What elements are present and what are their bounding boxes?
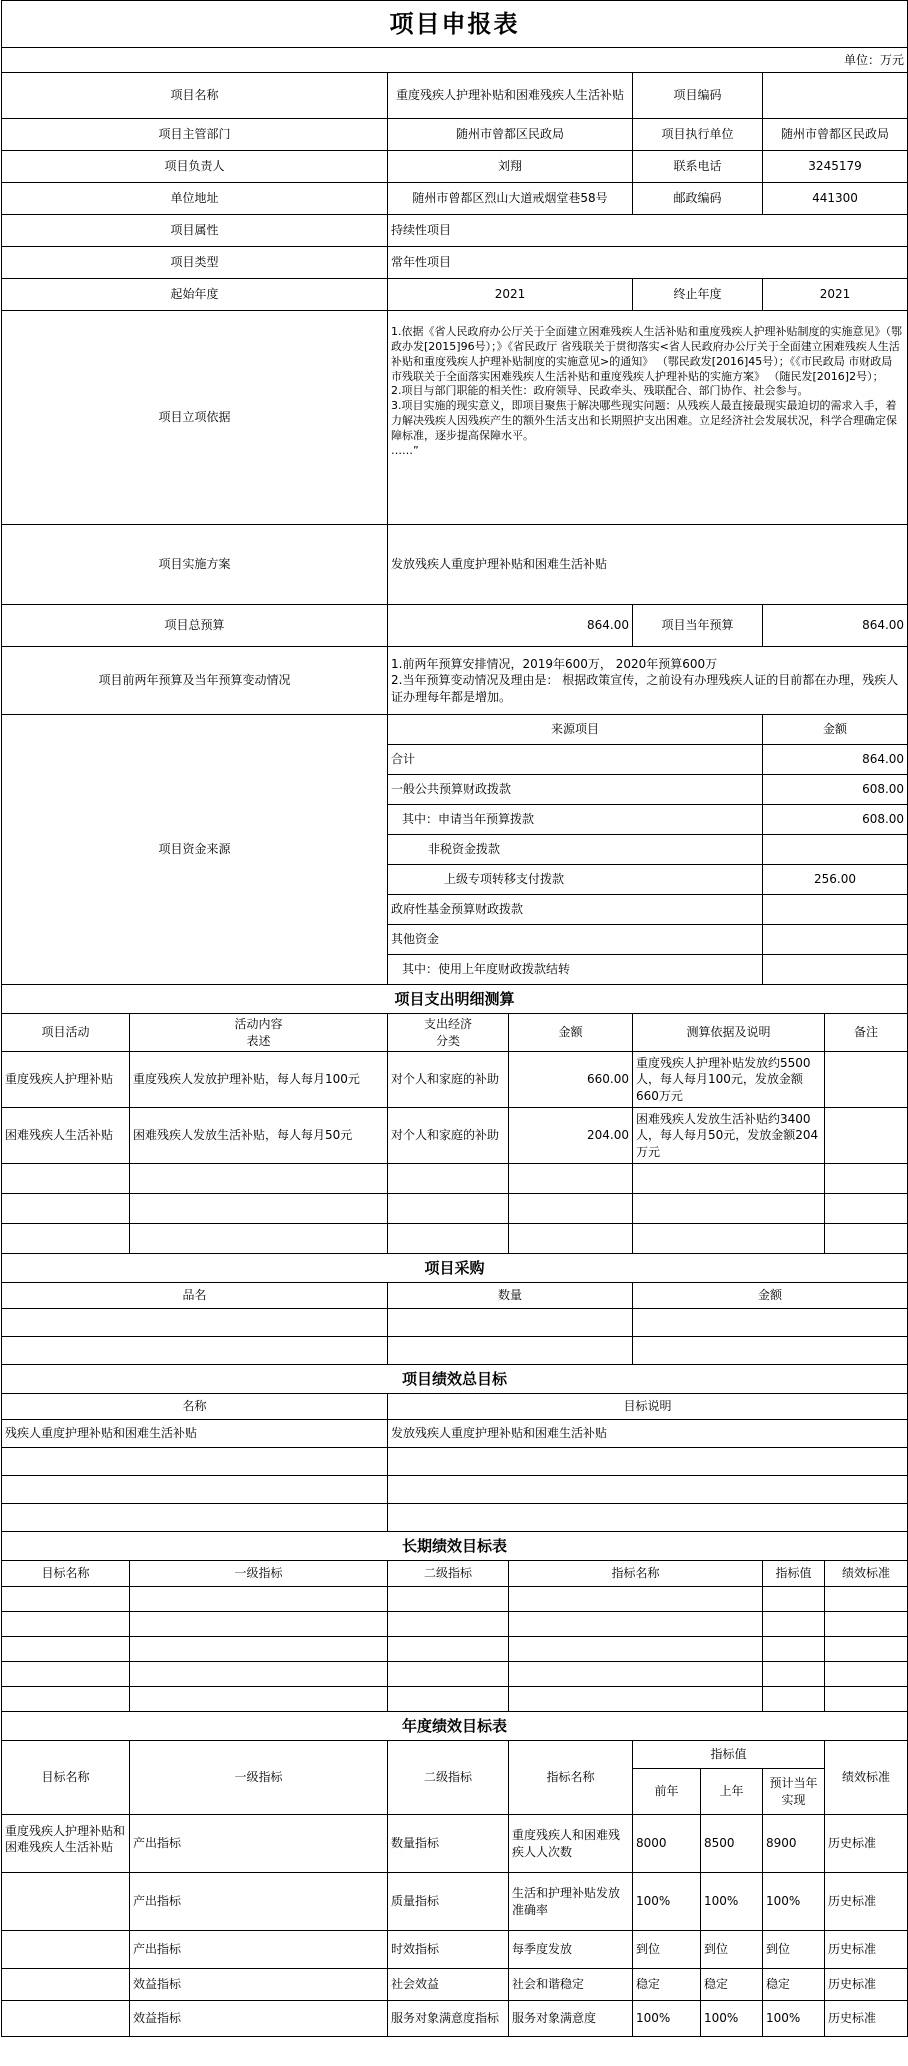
annual-cell: 历史标准	[825, 1931, 908, 1969]
leader-label: 项目负责人	[2, 151, 388, 183]
project-code-value	[763, 73, 908, 119]
table-row	[2, 1448, 908, 1476]
funds-label: 项目资金来源	[2, 715, 388, 985]
zip-label: 邮政编码	[633, 183, 763, 215]
project-name-value: 重度残疾人护理补贴和困难残疾人生活补贴	[388, 73, 633, 119]
longterm-header: 指标名称	[509, 1561, 763, 1587]
end-year-label: 终止年度	[633, 279, 763, 311]
funds-amount: 608.00	[763, 775, 908, 805]
annual-section-title: 年度绩效目标表	[2, 1712, 908, 1741]
annual-cell: 历史标准	[825, 1873, 908, 1931]
table-row	[2, 1612, 908, 1637]
annual-cell: 产出指标	[130, 1873, 388, 1931]
funds-source-row: 其他资金	[388, 925, 763, 955]
expense-cell: 重度残疾人护理补贴	[2, 1052, 130, 1108]
annual-target-name: 重度残疾人护理补贴和困难残疾人生活补贴	[2, 1815, 130, 1873]
form-table	[1, 0, 908, 1712]
current-budget-label: 项目当年预算	[633, 605, 763, 647]
expense-cell: 困难残疾人发放生活补贴，每人每月50元	[130, 1108, 388, 1164]
table-row	[2, 1337, 908, 1365]
phone-value: 3245179	[763, 151, 908, 183]
funds-source-header: 来源项目	[388, 715, 763, 745]
annual-cell: 生活和护理补贴发放准确率	[509, 1873, 633, 1931]
plan-text: 发放残疾人重度护理补贴和困难生活补贴	[388, 525, 908, 605]
annual-cell: 每季度发放	[509, 1931, 633, 1969]
annual-cell: 服务对象满意度	[509, 2001, 633, 2037]
expense-cell	[825, 1108, 908, 1164]
annual-cell: 产出指标	[130, 1815, 388, 1873]
funds-source-row: 其中：申请当年预算拨款	[388, 805, 763, 835]
annual-cell: 稳定	[701, 1969, 763, 2001]
funds-amount	[763, 835, 908, 865]
annual-cell: 历史标准	[825, 2001, 908, 2037]
expense-cell: 困难残疾人发放生活补贴约3400人，每人每月50元，发放金额204万元	[633, 1108, 825, 1164]
table-row	[2, 1224, 908, 1254]
table-row	[2, 2001, 908, 2037]
funds-amount: 864.00	[763, 745, 908, 775]
table-row	[2, 1587, 908, 1612]
total-budget-value: 864.00	[388, 605, 633, 647]
funds-source-row: 上级专项转移支付拨款	[388, 865, 763, 895]
expense-cell: 对个人和家庭的补助	[388, 1108, 509, 1164]
annual-cell: 服务对象满意度指标	[388, 2001, 509, 2037]
table-row	[2, 1637, 908, 1662]
project-application-form	[1, 0, 907, 2037]
table-row	[2, 1969, 908, 2001]
zip-value: 441300	[763, 183, 908, 215]
attr-value: 持续性项目	[388, 215, 908, 247]
annual-performance-table	[1, 1711, 908, 2037]
phone-label: 联系电话	[633, 151, 763, 183]
table-row	[2, 1504, 908, 1532]
overall-goal-header: 目标说明	[388, 1394, 908, 1420]
annual-cell: 稳定	[763, 1969, 825, 2001]
annual-cell: 8900	[763, 1815, 825, 1873]
table-row	[2, 1309, 908, 1337]
longterm-section-title: 长期绩效目标表	[2, 1532, 908, 1561]
overall-goal-header: 名称	[2, 1394, 388, 1420]
table-row	[2, 1873, 908, 1931]
longterm-header: 指标值	[763, 1561, 825, 1587]
unit-label: 单位：万元	[2, 48, 908, 73]
funds-source-row: 合计	[388, 745, 763, 775]
annual-cell: 100%	[763, 1873, 825, 1931]
funds-source-row: 一般公共预算财政拨款	[388, 775, 763, 805]
expense-header: 活动内容 表述	[130, 1014, 388, 1052]
expense-header: 金额	[509, 1014, 633, 1052]
basis-text: 1.依据《省人民政府办公厅关于全面建立困难残疾人生活补贴和重度残疾人护理补贴制度的实施意见》（鄂政办发[2015]96号）；》《省民政厅 省残联关于贯彻落实<省人民政府办公厅关于全面建立困难残疾人生活 补贴和重度残疾人护理补贴制度的实施意见>的通知》 （鄂民政发[2016]45号）；《《市民政局 市财政局 市残联关于全面落实困难残疾人生活补贴和重度残疾人护理补贴的实施方案》 （随民发[2016]2号）； 2.项目与部门职能的相关性：政府领导、民政牵头、残联配合、部门协作、社会参与。 3.项目实施的现实意义，即项目聚焦于解决哪些现实问题：从残疾人最直接最现实最迫切的需求入手，着力解决残疾人因残疾产生的额外生活支出和长期照护支出困难。立足经济社会发展状况，科学合理确定保障标准，逐步提高保障水平。 ……”	[388, 311, 908, 525]
table-row	[2, 1420, 908, 1448]
annual-header-l1: 一级指标	[130, 1741, 388, 1815]
annual-cell: 到位	[701, 1931, 763, 1969]
annual-header-std: 绩效标准	[825, 1741, 908, 1815]
expense-header: 项目活动	[2, 1014, 130, 1052]
expense-header: 备注	[825, 1014, 908, 1052]
annual-cell: 社会效益	[388, 1969, 509, 2001]
funds-source-row: 非税资金拨款	[388, 835, 763, 865]
exec-unit-label: 项目执行单位	[633, 119, 763, 151]
funds-amount	[763, 925, 908, 955]
expense-cell: 重度残疾人发放护理补贴，每人每月100元	[130, 1052, 388, 1108]
annual-cell: 产出指标	[130, 1931, 388, 1969]
annual-header-name: 指标名称	[509, 1741, 633, 1815]
annual-cell: 社会和谐稳定	[509, 1969, 633, 2001]
longterm-header: 一级指标	[130, 1561, 388, 1587]
project-code-label: 项目编码	[633, 73, 763, 119]
annual-cell: 100%	[633, 1873, 701, 1931]
annual-cell: 重度残疾人和困难残疾人人次数	[509, 1815, 633, 1873]
project-name-label: 项目名称	[2, 73, 388, 119]
start-year-label: 起始年度	[2, 279, 388, 311]
table-row	[2, 1662, 908, 1687]
table-row	[2, 1164, 908, 1194]
annual-header-prev1: 上年	[701, 1769, 763, 1815]
current-budget-value: 864.00	[763, 605, 908, 647]
attr-label: 项目属性	[2, 215, 388, 247]
dept-value: 随州市曾都区民政局	[388, 119, 633, 151]
table-row	[2, 1687, 908, 1712]
dept-label: 项目主管部门	[2, 119, 388, 151]
type-label: 项目类型	[2, 247, 388, 279]
longterm-header: 目标名称	[2, 1561, 130, 1587]
type-value: 常年性项目	[388, 247, 908, 279]
annual-cell: 质量指标	[388, 1873, 509, 1931]
longterm-header: 绩效标准	[825, 1561, 908, 1587]
table-row	[2, 1194, 908, 1224]
table-row	[2, 1108, 908, 1164]
annual-cell: 到位	[633, 1931, 701, 1969]
annual-cell: 时效指标	[388, 1931, 509, 1969]
annual-cell: 稳定	[633, 1969, 701, 2001]
funds-source-row: 其中：使用上年度财政拨款结转	[388, 955, 763, 985]
expense-header: 测算依据及说明	[633, 1014, 825, 1052]
annual-header-target: 目标名称	[2, 1741, 130, 1815]
overall-goal-desc: 发放残疾人重度护理补贴和困难生活补贴	[388, 1420, 908, 1448]
form-title: 项目申报表	[2, 1, 908, 48]
annual-cell: 8500	[701, 1815, 763, 1873]
leader-value: 刘翔	[388, 151, 633, 183]
funds-amount: 608.00	[763, 805, 908, 835]
expense-header: 支出经济 分类	[388, 1014, 509, 1052]
annual-cell: 历史标准	[825, 1969, 908, 2001]
basis-label: 项目立项依据	[2, 311, 388, 525]
annual-cell: 100%	[763, 2001, 825, 2037]
expense-section-title: 项目支出明细测算	[2, 985, 908, 1014]
expense-cell: 204.00	[509, 1108, 633, 1164]
expense-cell: 困难残疾人生活补贴	[2, 1108, 130, 1164]
purchase-section-title: 项目采购	[2, 1254, 908, 1283]
annual-cell: 100%	[701, 1873, 763, 1931]
exec-unit-value: 随州市曾都区民政局	[763, 119, 908, 151]
annual-header-l2: 二级指标	[388, 1741, 509, 1815]
overall-goal-name: 残疾人重度护理补贴和困难生活补贴	[2, 1420, 388, 1448]
purchase-header: 金额	[633, 1283, 908, 1309]
longterm-header: 二级指标	[388, 1561, 509, 1587]
budget-change-label: 项目前两年预算及当年预算变动情况	[2, 647, 388, 715]
annual-cell: 历史标准	[825, 1815, 908, 1873]
annual-cell: 效益指标	[130, 2001, 388, 2037]
table-row	[2, 1476, 908, 1504]
table-row	[2, 1052, 908, 1108]
end-year-value: 2021	[763, 279, 908, 311]
address-value: 随州市曾都区烈山大道戒烟堂巷58号	[388, 183, 633, 215]
budget-change-text: 1.前两年预算安排情况，2019年600万， 2020年预算600万 2.当年预算变动情况及理由是： 根据政策宣传，之前设有办理残疾人证的目前都在办理，残疾人证办理每年都是增加。	[388, 647, 908, 715]
annual-cell: 到位	[763, 1931, 825, 1969]
table-row	[2, 1931, 908, 1969]
expense-cell: 重度残疾人护理补贴发放约5500人，每人每月100元，发放金额660万元	[633, 1052, 825, 1108]
expense-cell: 对个人和家庭的补助	[388, 1052, 509, 1108]
annual-header-expect: 预计当年 实现	[763, 1769, 825, 1815]
start-year-value: 2021	[388, 279, 633, 311]
annual-cell: 100%	[701, 2001, 763, 2037]
funds-source-row: 政府性基金预算财政拨款	[388, 895, 763, 925]
expense-cell: 660.00	[509, 1052, 633, 1108]
funds-amount	[763, 895, 908, 925]
annual-header-value: 指标值	[633, 1741, 825, 1769]
annual-header-prev2: 前年	[633, 1769, 701, 1815]
funds-amount-header: 金额	[763, 715, 908, 745]
annual-cell: 数量指标	[388, 1815, 509, 1873]
table-row	[2, 1815, 908, 1873]
purchase-header: 品名	[2, 1283, 388, 1309]
expense-cell	[825, 1052, 908, 1108]
address-label: 单位地址	[2, 183, 388, 215]
total-budget-label: 项目总预算	[2, 605, 388, 647]
annual-cell: 效益指标	[130, 1969, 388, 2001]
overall-goal-section-title: 项目绩效总目标	[2, 1365, 908, 1394]
annual-cell: 8000	[633, 1815, 701, 1873]
purchase-header: 数量	[388, 1283, 633, 1309]
annual-cell: 100%	[633, 2001, 701, 2037]
plan-label: 项目实施方案	[2, 525, 388, 605]
funds-amount: 256.00	[763, 865, 908, 895]
funds-amount	[763, 955, 908, 985]
